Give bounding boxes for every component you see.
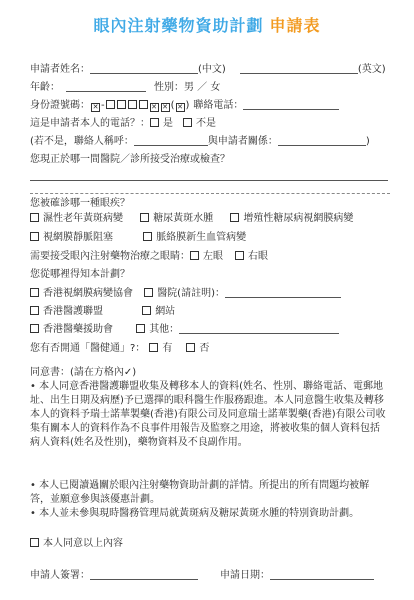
signature-label: 申請人簽署： <box>30 570 90 581</box>
contact-person-row <box>30 135 370 149</box>
source-row-1 <box>30 287 341 301</box>
diagnosis-checkbox[interactable] <box>143 232 152 241</box>
phone-no-checkbox[interactable] <box>183 118 192 127</box>
consent-item-3 <box>30 507 388 521</box>
date-label: 申請日期： <box>220 570 270 581</box>
consent-text-3: 本人並未參與現時醫務管理局就黃斑病及糖尿黃斑水腫的特別資助計劃。 <box>39 508 360 519</box>
diagnosis-option: 糖尿黃斑水腫 <box>153 213 214 224</box>
phone-yes-checkbox[interactable] <box>150 118 159 127</box>
age-row <box>30 81 220 95</box>
diagnosis-option: 視網膜靜脈阻塞 <box>43 232 113 243</box>
chinese-name-field[interactable] <box>90 63 198 74</box>
ehealth-no-checkbox[interactable] <box>186 343 195 352</box>
contact-label: 聯絡電話： <box>193 100 244 111</box>
consent-agree-row <box>30 537 123 551</box>
title-main: 眼內注射藥物資助計劃 <box>93 16 264 35</box>
source-option: 香港醫護聯盟 <box>43 306 103 317</box>
bullet-icon: • <box>30 508 36 519</box>
consent-text-1: 本人同意香港醫護聯盟收集及轉移本人的資料(姓名、性別、聯絡電話、電郵地址、出生日期及病歷)予已選擇的眼科醫生作服務跟進。本人同意醫生收集及轉移本人的資料予瑞士諾華製藥(香港)有限公司及同意瑞士諾華製藥(香港)有限公司收集有關本人的資料作為不良事件用報告及監察之用途，將被收集的個人資料包括病人資料(姓名及性別)，藥物資料及不良副作用。 <box>30 381 386 448</box>
signature-field[interactable] <box>90 569 198 580</box>
consent-item-2 <box>30 479 388 507</box>
relation-label: 與申請者關係： <box>207 136 278 147</box>
id-label: 身份證號碼： <box>30 100 90 111</box>
source-option: 香港視網膜病變協會 <box>43 288 133 299</box>
bullet-icon: • <box>30 480 36 491</box>
hospital-field[interactable] <box>30 170 388 181</box>
hospital-question: 您現正於哪一間醫院／診所接受治療或檢查？ <box>30 154 230 165</box>
phone-yes-label: 是 <box>163 118 173 129</box>
id-dash: - <box>101 100 105 111</box>
source-checkbox[interactable] <box>30 324 39 333</box>
id-check-box[interactable]: ✕ <box>177 103 183 111</box>
diagnosis-row-2 <box>30 231 246 245</box>
phone-question-row <box>30 117 216 131</box>
phone-no-label: 不是 <box>196 118 216 129</box>
source-option: 醫院(請註明)： <box>157 288 225 299</box>
eye-row <box>30 250 268 264</box>
bullet-icon: • <box>30 381 36 392</box>
right-eye-label: 右眼 <box>248 251 268 262</box>
consent-agree-checkbox[interactable] <box>30 538 39 547</box>
diagnosis-row-1 <box>30 212 353 226</box>
title-form: 申請表 <box>269 16 321 35</box>
left-eye-checkbox[interactable] <box>190 251 199 260</box>
date-field[interactable] <box>270 569 374 580</box>
hospital-answer-row <box>30 170 388 184</box>
form-title <box>0 13 414 36</box>
chinese-label: (中文) <box>198 64 226 75</box>
source-row-2 <box>30 305 175 319</box>
diagnosis-question: 您被確診哪一種眼疾？ <box>30 198 130 209</box>
ehealth-question: 您有否開通「醫健通」?： <box>30 343 146 354</box>
diagnosis-option: 濕性老年黃斑病變 <box>43 213 123 224</box>
age-label: 年齡： <box>30 82 60 93</box>
source-checkbox[interactable] <box>142 306 151 315</box>
diagnosis-option: 增殖性糖尿病視網膜病變 <box>243 213 354 224</box>
source-row-3 <box>30 323 339 337</box>
consent-heading-row <box>30 366 136 380</box>
gender-label: 性別：男 ／ 女 <box>154 82 221 93</box>
name-row <box>30 63 386 77</box>
phone-field[interactable] <box>243 99 339 110</box>
id-box[interactable] <box>139 100 148 109</box>
source-question: 您從哪裡得知本計劃？ <box>30 269 130 280</box>
english-name-field[interactable] <box>240 63 358 74</box>
name-label: 申請者姓名： <box>30 64 90 75</box>
eye-question: 需要接受眼內注射藥物治療之眼睛： <box>30 251 190 262</box>
diagnosis-checkbox[interactable] <box>230 213 239 222</box>
source-option: 網站 <box>155 306 176 317</box>
id-box[interactable]: ✕ <box>162 103 169 111</box>
source-checkbox[interactable] <box>30 306 39 315</box>
ehealth-row <box>30 342 209 356</box>
diagnosis-checkbox[interactable] <box>30 232 39 241</box>
ehealth-yes-label: 有 <box>162 343 173 354</box>
ehealth-yes-checkbox[interactable] <box>149 343 158 352</box>
source-option: 其他： <box>149 324 180 335</box>
diagnosis-checkbox[interactable] <box>30 213 39 222</box>
id-box[interactable] <box>128 100 137 109</box>
source-checkbox[interactable] <box>144 288 153 297</box>
other-specify-field[interactable] <box>179 323 339 334</box>
english-label: (英文) <box>357 64 386 75</box>
diagnosis-question-row <box>30 197 130 211</box>
source-checkbox[interactable] <box>30 288 39 297</box>
id-box[interactable]: ✕ <box>92 103 99 111</box>
source-option: 香港醫藥援助會 <box>43 324 113 335</box>
phone-question: 這是申請者本人的電話？： <box>30 118 150 129</box>
id-row: 身份證號碼： ✕ - ✕ ✕ ( ✕ ) 聯絡電話： <box>30 99 339 113</box>
consent-agree-label: 本人同意以上內容 <box>43 538 123 549</box>
consent-item-1 <box>30 380 388 450</box>
left-eye-label: 左眼 <box>203 251 223 262</box>
id-box[interactable] <box>117 100 126 109</box>
contact-person-label: (若不是，聯絡人稱呼： <box>30 136 134 147</box>
section-divider <box>30 193 390 194</box>
consent-text-2: 本人已閱讀過關於眼內注射藥物資助計劃的詳情。所提出的所有問題均被解答，並願意參與該優惠計劃。 <box>30 480 370 505</box>
consent-heading: 同意書：(請在方格內✓) <box>30 367 137 378</box>
source-checkbox[interactable] <box>136 324 145 333</box>
hospital-specify-field[interactable] <box>225 287 341 298</box>
ehealth-no-label: 否 <box>199 343 210 354</box>
source-question-row <box>30 268 130 282</box>
contact-person-field[interactable] <box>134 135 208 146</box>
id-box[interactable]: ✕ <box>151 103 158 111</box>
right-eye-checkbox[interactable] <box>235 251 244 260</box>
relation-field[interactable] <box>278 135 366 146</box>
signature-row <box>30 569 374 583</box>
hospital-row <box>30 153 230 167</box>
contact-person-close: ) <box>365 136 370 147</box>
age-field[interactable] <box>66 81 146 92</box>
id-box[interactable] <box>106 100 115 109</box>
diagnosis-checkbox[interactable] <box>140 213 149 222</box>
diagnosis-option: 脈絡膜新生血管病變 <box>156 232 247 243</box>
